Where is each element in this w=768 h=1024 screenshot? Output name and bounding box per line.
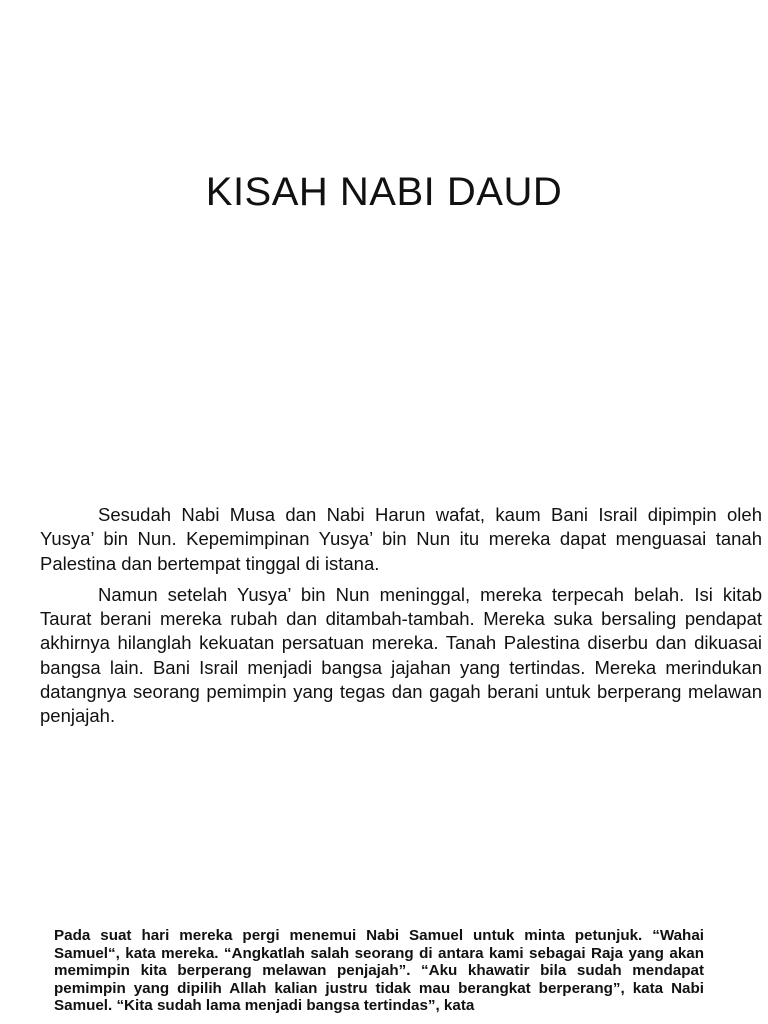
- page-title: KISAH NABI DAUD: [205, 170, 563, 214]
- paragraph: Namun setelah Yusya’ bin Nun meninggal, mereka terpecah belah. Isi kitab Taurat berani mereka rubah dan ditambah-tambah. Mereka suka bersaling pendapat akhirnya hilanglah kekuatan persatuan mereka. Tanah Palestina diserbu dan dikuasai bangsa lain. Bani Israil menjadi bangsa jajahan yang tertindas. Mereka merindukan datangnya seorang pemimpin yang tegas dan gagah berani untuk berperang melawan penjajah.: [40, 583, 762, 727]
- paragraph: Sesudah Nabi Musa dan Nabi Harun wafat, kaum Bani Israil dipimpin oleh Yusya’ bin Nun. Kepemimpinan Yusya’ bin Nun itu mereka dapat menguasai tanah Palestina dan bertempat tinggal di istana.: [40, 504, 762, 574]
- body-text: [40, 503, 762, 736]
- bottom-paragraph: Pada suat hari mereka pergi menemui Nabi Samuel untuk minta petunjuk. “Wahai Samuel“, kata mereka. “Angkatlah salah seorang di antara kami sebagai Raja yang akan memimpin kita berperang melawan penjajah”. “Aku khawatir bila sudah mendapat pemimpin yang dipilih Allah kalian justru tidak mau berangkat berperang”, kata Nabi Samuel. “Kita sudah lama menjadi bangsa tertindas”, kata: [54, 927, 704, 1015]
